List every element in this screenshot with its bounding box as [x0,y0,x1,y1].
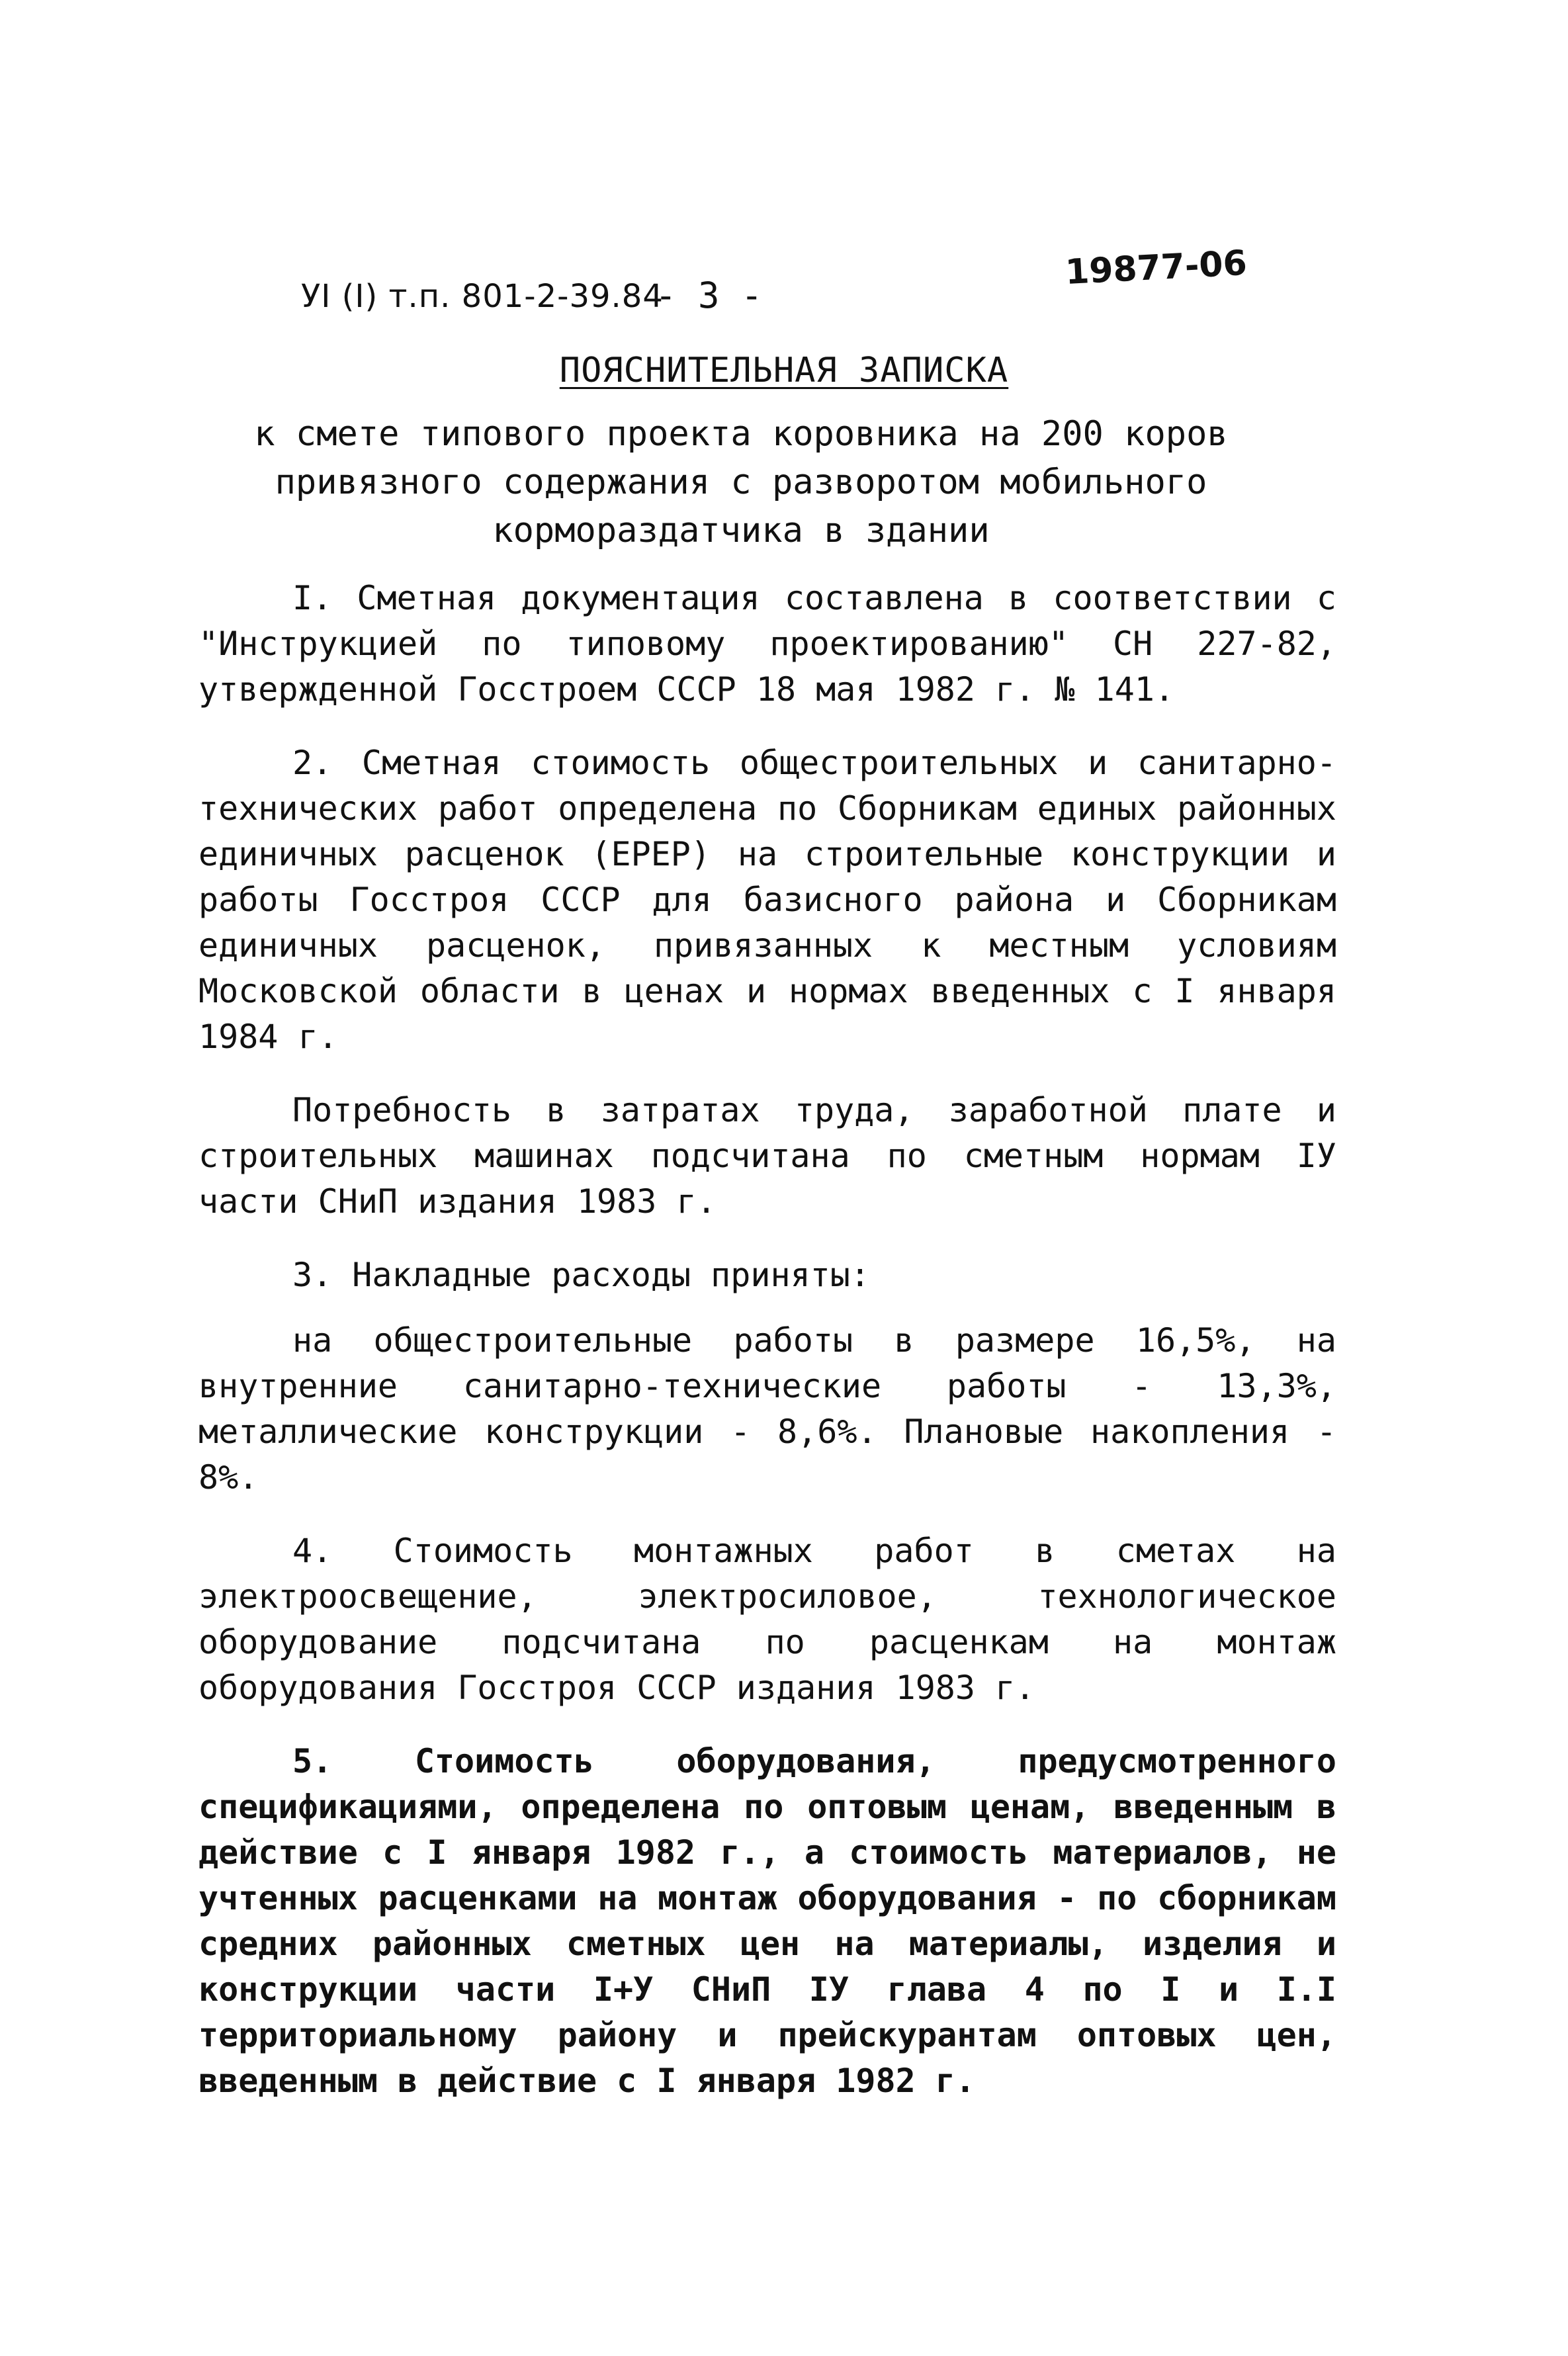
paragraph-1: I. Сметная документация составлена в соответствии с "Инструкцией по типовому проектированию" СН 227-82, утвержденной Госстроем СССР 18 мая 1982 г. № 141. [198,579,1336,709]
document-subtitle [225,410,1257,555]
paragraph-4: 4. Стоимость монтажных работ в сметах на электроосвещение, электросиловое, технологическое оборудование подсчитана по расценкам на монтаж оборудования Госстроя СССР издания 1983 г. [198,1532,1336,1707]
document-title: ПОЯСНИТЕЛЬНАЯ ЗАПИСКА [559,351,1009,390]
subtitle-line: к смете типового проекта коровника на 200 коров [254,414,1228,454]
paragraph-2-continued: Потребность в затратах труда, заработной плате и строительных машинах подсчитана по сметным нормам IУ части СНиП издания 1983 г. [198,1091,1336,1221]
page-number: - 3 - [655,275,763,316]
document-number: 19877-06 [1064,243,1248,293]
paragraph-5: 5. Стоимость оборудования, предусмотренного спецификациями, определена по оптовым ценам, введенным в действие с I января 1982 г., а стоимость материалов, не учтенных расценками на монтаж оборудования - по сборникам средних районных сметных цен на материалы, изделия и конструкции части I+У СНиП IУ глава 4 по I и I.I территориальному району и прейскурантам оптовых цен, введенным в действие с I января 1982 г. [198,1742,1336,2100]
paragraph-3-continued: на общестроительные работы в размере 16,5%, на внутренние санитарно-технические работы - 13,3%, металлические конструкции - 8,6%. Плановые накопления - 8%. [198,1321,1336,1497]
subtitle-line: привязного содержания с разворотом мобильного [275,462,1207,502]
document-body [198,576,1336,2132]
paragraph-3: 3. Накладные расходы приняты: [292,1256,870,1294]
paragraph-2: 2. Сметная стоимость общестроительных и санитарно-технических работ определена по Сборникам единых районных единичных расценок (ЕРЕР) на строительные конструкции и работы Госстроя СССР для базисного района и Сборникам единичных расценок, привязанных к местным условиям Московской области в ценах и нормах введенных с I января 1984 г. [198,744,1336,1056]
subtitle-line: кормораздатчика в здании [492,511,990,550]
document-reference: УI (I) т.п. 801-2-39.84 [301,278,664,315]
